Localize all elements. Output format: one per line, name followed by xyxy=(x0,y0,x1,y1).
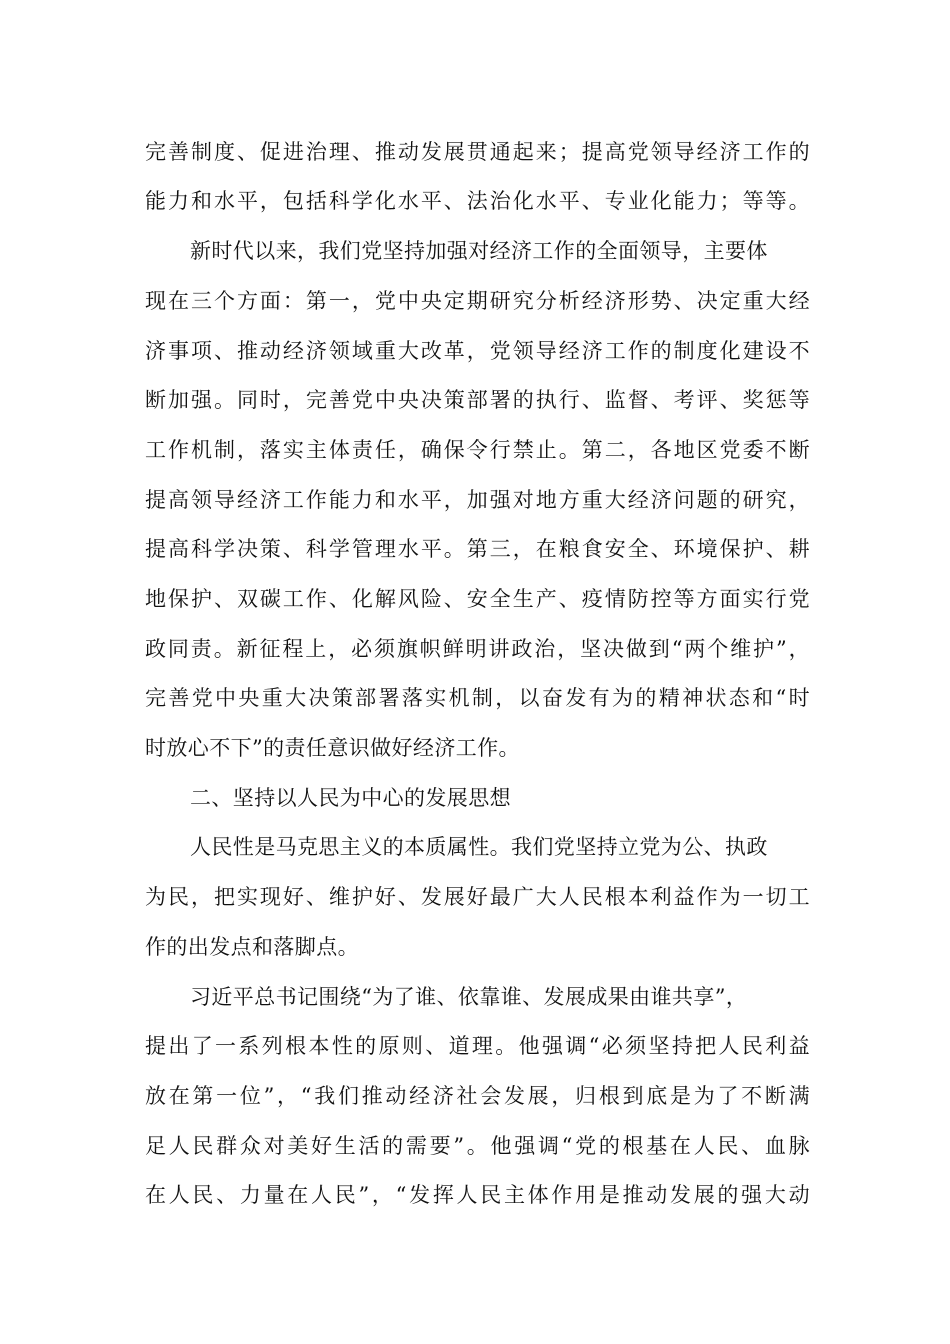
paragraph-line: 政同责。新征程上，必须旗帜鲜明讲政治，坚决做到“两个维护”， xyxy=(145,637,810,661)
paragraph-line: 新时代以来，我们党坚持加强对经济工作的全面领导，主要体 xyxy=(190,239,768,263)
paragraph-line: 足人民群众对美好生活的需要”。他强调“党的根基在人民、血脉 xyxy=(145,1134,810,1158)
paragraph-line: 现在三个方面：第一，党中央定期研究分析经济形势、决定重大经 xyxy=(145,289,810,313)
paragraph-line: 完善党中央重大决策部署落实机制，以奋发有为的精神状态和“时 xyxy=(145,686,810,710)
paragraph-line: 提高领导经济工作能力和水平，加强对地方重大经济问题的研究， xyxy=(145,488,810,512)
paragraph-line: 作的出发点和落脚点。 xyxy=(145,935,359,959)
paragraph-line: 能力和水平，包括科学化水平、法治化水平、专业化能力；等等。 xyxy=(145,189,810,213)
paragraph-line: 放在第一位”，“我们推动经济社会发展，归根到底是为了不断满 xyxy=(145,1084,810,1108)
paragraph-line: 人民性是马克思主义的本质属性。我们党坚持立党为公、执政 xyxy=(190,835,768,859)
paragraph-line: 习近平总书记围绕“为了谁、依靠谁、发展成果由谁共享”， xyxy=(190,985,748,1009)
paragraph-line: 在人民、力量在人民”，“发挥人民主体作用是推动发展的强大动 xyxy=(145,1183,810,1207)
paragraph-line: 时放心不下”的责任意识做好经济工作。 xyxy=(145,736,520,760)
paragraph-line: 提高科学决策、科学管理水平。第三，在粮食安全、环境保护、耕 xyxy=(145,537,810,561)
section-heading: 二、坚持以人民为中心的发展思想 xyxy=(190,786,511,810)
paragraph-line: 为民，把实现好、维护好、发展好最广大人民根本利益作为一切工 xyxy=(145,885,810,909)
paragraph-line: 提出了一系列根本性的原则、道理。他强调“必须坚持把人民利益 xyxy=(145,1034,810,1058)
paragraph-line: 工作机制，落实主体责任，确保令行禁止。第二，各地区党委不断 xyxy=(145,438,810,462)
paragraph-line: 济事项、推动经济领域重大改革，党领导经济工作的制度化建设不 xyxy=(145,339,810,363)
paragraph-line: 完善制度、促进治理、推动发展贯通起来；提高党领导经济工作的 xyxy=(145,140,810,164)
paragraph-line: 地保护、双碳工作、化解风险、安全生产、疫情防控等方面实行党 xyxy=(145,587,810,611)
paragraph-line: 断加强。同时，完善党中央决策部署的执行、监督、考评、奖惩等 xyxy=(145,388,810,412)
